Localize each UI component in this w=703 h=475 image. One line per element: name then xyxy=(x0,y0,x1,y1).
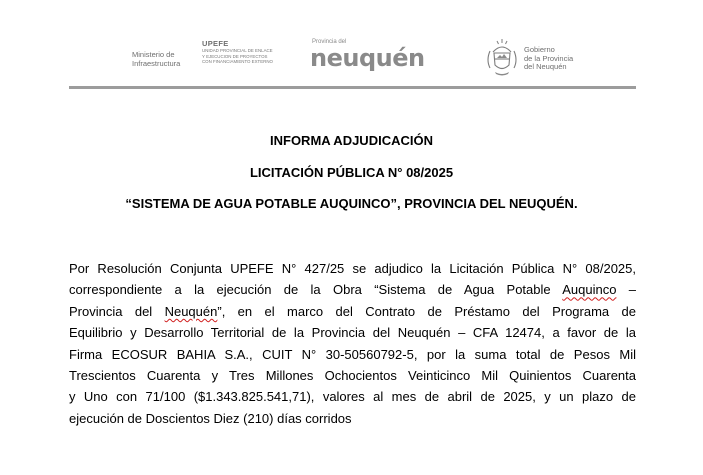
ministerio-line: Ministerio de xyxy=(132,50,175,59)
neuquen-logo-caption: Provincia del xyxy=(312,39,347,45)
paragraph-line: Firma ECOSUR BAHIA S.A., CUIT N° 30-50560792-5, por la suma total de Pesos Mil xyxy=(69,346,636,362)
line-text: – xyxy=(616,282,636,298)
document-header xyxy=(70,30,636,84)
ministerio-logo xyxy=(132,50,180,68)
upefe-subtitle-line: CON FINANCIAMIENTO EXTERNO xyxy=(202,59,273,65)
paragraph-line: y Uno con 71/100 ($1.343.825.541,71), valores al mes de abril de 2025, y un plazo de xyxy=(69,389,636,405)
gobierno-line: de la Provincia xyxy=(524,53,574,63)
gobierno-line: Gobierno xyxy=(524,45,555,54)
line-text: Provincia del xyxy=(69,303,165,319)
heading-informa-adjudicacion: INFORMA ADJUDICACIÓN xyxy=(270,133,433,148)
neuquen-logo-wordmark: neuquén xyxy=(310,44,425,72)
upefe-subtitle-line: UNIDAD PROVINCIAL DE ENLACE xyxy=(202,48,273,53)
paragraph-line: Equilibrio y Desarrollo Territorial de la Provincia del Neuquén – CFA 12474, a favor de la xyxy=(69,325,636,341)
paragraph-line: ejecución de Doscientos Diez (210) días corridos xyxy=(69,410,352,426)
heading-licitacion: LICITACIÓN PÚBLICA N° 08/2025 xyxy=(249,165,454,180)
heading-obra: “SISTEMA DE AGUA POTABLE AUQUINCO”, PROVINCIA DEL NEUQUÉN. xyxy=(125,196,578,211)
ministerio-line: Infraestructura xyxy=(132,59,181,68)
body-paragraph xyxy=(69,258,636,429)
gobierno-logo-text xyxy=(524,46,573,72)
paragraph-line xyxy=(69,279,636,300)
upefe-logo xyxy=(202,39,273,65)
spellcheck-flagged-word: Neuquén xyxy=(164,303,218,319)
line-text: correspondiente a la ejecución de la Obra “Sistema de Agua Potable xyxy=(69,282,563,298)
spellcheck-flagged-word: Auquinco xyxy=(562,282,617,298)
paragraph-line xyxy=(69,301,636,322)
paragraph-line: Trescientos Cuarenta y Tres Millones Ochocientos Veinticinco Mil Quinientos Cuarenta xyxy=(69,368,636,384)
header-divider xyxy=(69,86,636,89)
line-text: ”, en el marco del Contrato de Préstamo del Programa de xyxy=(217,303,636,319)
upefe-subtitle-line: Y EJECUCION DE PROYECTOS xyxy=(202,53,268,59)
upefe-title: UPEFE xyxy=(202,39,229,48)
paragraph-line: Por Resolución Conjunta UPEFE N° 427/25 se adjudico la Licitación Pública N° 08/2025, xyxy=(69,261,636,276)
gobierno-line: del Neuquén xyxy=(524,62,567,72)
provincial-shield-icon xyxy=(484,38,520,76)
neuquen-logo xyxy=(310,39,425,70)
